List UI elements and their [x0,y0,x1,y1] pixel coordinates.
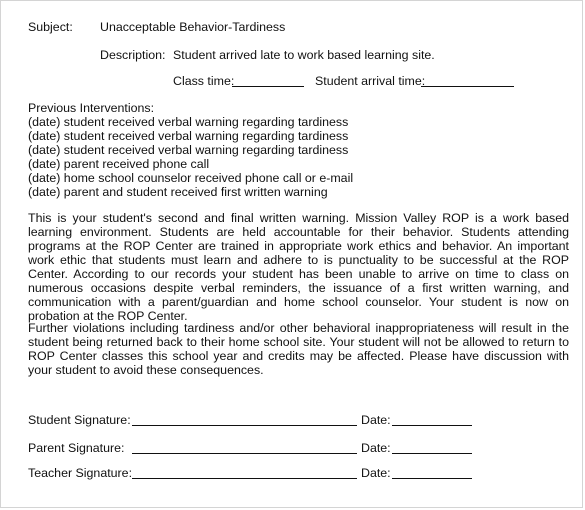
teacher-signature-field[interactable] [132,467,357,479]
interventions-heading: Previous Interventions: [28,101,155,115]
parent-date-field[interactable] [392,442,472,454]
student-signature-field[interactable] [132,414,357,426]
class-time-label: Class time: [173,74,235,88]
class-time-field[interactable] [232,75,304,87]
teacher-date-field[interactable] [392,467,472,479]
parent-signature-label: Parent Signature: [28,441,125,455]
description-value: Student arrived late to work based learning site. [173,48,435,62]
student-date-field[interactable] [392,414,472,426]
intervention-item: (date) student received verbal warning regarding tardiness [28,115,349,129]
subject-value: Unacceptable Behavior-Tardiness [100,20,286,34]
arrival-time-label: Student arrival time: [315,74,426,88]
consequences-paragraph: Further violations including tardiness and/or other behavioral inappropriateness will result in the student being returned back to their home school site. Your student will not be allowed to return to ROP Center classes this school year and credits may be affected. Please have discussion with your student to avoid these consequences. [28,321,569,377]
intervention-item: (date) student received verbal warning regarding tardiness [28,143,349,157]
description-label: Description: [100,48,166,62]
parent-date-label: Date: [361,441,391,455]
student-signature-label: Student Signature: [28,413,131,427]
intervention-item: (date) parent and student received first written warning [28,185,328,199]
warning-paragraph: This is your student's second and final written warning. Mission Valley ROP is a work based learning environment. Students are held accountable for their behavior. Students attending programs at the ROP Center are trained in appropriate work ethics and behavior. An important work ethic that students must learn and adhere to is punctuality to be successful at the ROP Center. According to our records your student has been unable to arrive on time to class on numerous occasions despite verbal reminders, the issuance of a first written warning, and communication with a parent/guardian and home school counselor. Your student is now on probation at the ROP Center. [28,211,569,323]
parent-signature-field[interactable] [132,442,357,454]
teacher-signature-label: Teacher Signature: [28,466,133,480]
intervention-item: (date) home school counselor received phone call or e-mail [28,171,354,185]
arrival-time-field[interactable] [421,75,514,87]
intervention-item: (date) student received verbal warning regarding tardiness [28,129,349,143]
teacher-date-label: Date: [361,466,391,480]
student-date-label: Date: [361,413,391,427]
intervention-item: (date) parent received phone call [28,157,210,171]
subject-label: Subject: [28,20,73,34]
